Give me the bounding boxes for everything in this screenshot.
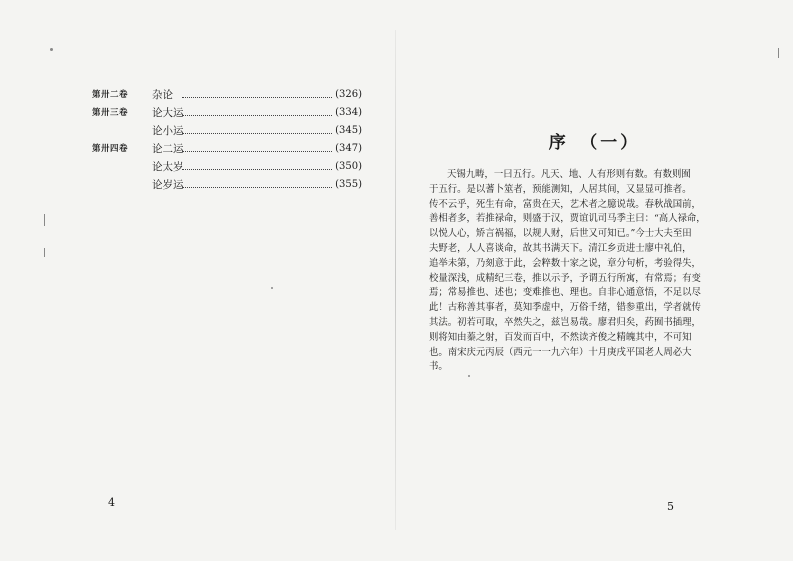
toc-volume: 第卅二卷	[92, 90, 129, 100]
preface-line: 校量深浅，成精纪三卷，推以示予，予谓五行所寓，有常焉；有变	[429, 272, 701, 284]
toc-page-number: (334)	[335, 107, 362, 118]
toc-page-number: (345)	[335, 125, 362, 136]
toc-entry[interactable]	[92, 176, 362, 194]
preface-line: 其法。初若可取，卒然失之，兹岂易哉。廖君归矣，药囿书插理，	[429, 316, 701, 328]
toc-title: 论二运	[152, 143, 184, 155]
page-number-right: 5	[667, 500, 674, 513]
toc-entry[interactable]	[92, 122, 362, 140]
toc-leader-dots	[182, 115, 332, 116]
toc-title: 论小运	[152, 125, 184, 137]
toc-leader-dots	[182, 151, 332, 152]
toc-leader-dots	[182, 97, 332, 98]
preface-line: 以悦人心，矫言祸福，以规人财，后世又可知已。”今士大夫至田	[429, 228, 692, 240]
table-of-contents	[92, 86, 362, 194]
preface-line: 也。南宋庆元丙辰（西元一一九六年）十月庚戌平国老人周必大	[429, 346, 692, 358]
preface-line: 此！古称善其事者，莫知季虚中，万俗千绪，错参重出，学者就传	[429, 302, 701, 314]
toc-entry[interactable]	[92, 86, 362, 104]
preface-line: 善相者多，若推禄命，则盛于汉，贾谊讥司马季主曰：“高人禄命，	[429, 213, 706, 225]
toc-title: 杂论	[152, 89, 173, 101]
toc-entry[interactable]	[92, 140, 362, 158]
toc-volume: 第卅四卷	[92, 144, 129, 154]
preface-line: 夫野老，人人喜谈命，故其书满天下。清江乡贡进士廖中礼伯，	[429, 242, 692, 254]
toc-volume: 第卅三卷	[92, 108, 129, 118]
scan-speck	[271, 287, 273, 289]
toc-leader-dots	[182, 169, 332, 170]
scan-speck	[44, 214, 45, 226]
preface-title: 序 （一）	[548, 133, 641, 153]
preface-line: 传不云乎，死生有命，富贵在天，艺术者之臆说哉。春秋战国前，	[429, 198, 701, 210]
preface-line: 书。	[429, 361, 448, 373]
preface-line: 于五行。是以蓍卜筮者，预能测知，人居其间，又显显可推者。	[429, 183, 692, 195]
page-number-left: 4	[108, 496, 115, 509]
toc-entry[interactable]	[92, 104, 362, 122]
preface-body	[429, 168, 725, 375]
left-page	[0, 0, 396, 561]
scan-speck	[44, 248, 45, 257]
toc-page-number: (347)	[335, 143, 362, 154]
preface-line: 焉；常易推也、述也；变难推也、理也。自非心通意悟，不足以尽	[429, 287, 701, 299]
toc-page-number: (326)	[335, 89, 362, 100]
toc-leader-dots	[182, 133, 332, 134]
toc-leader-dots	[182, 187, 332, 188]
toc-title: 论岁运	[152, 179, 184, 191]
toc-title: 论太岁	[152, 161, 184, 173]
toc-entry[interactable]	[92, 158, 362, 176]
toc-page-number: (350)	[335, 161, 362, 172]
right-page	[396, 0, 793, 561]
preface-line: 则将知由蓁之射，百发而百中，不然读齐俊之精魄其中，不可知	[429, 331, 692, 343]
scan-speck	[50, 48, 53, 51]
scan-speck	[778, 48, 779, 58]
scan-speck	[468, 375, 470, 377]
preface-line: 追举未第，乃刻意于此，会粹数十家之说，章分句析，考验得失，	[429, 257, 701, 269]
toc-title: 论大运	[152, 107, 184, 119]
preface-line: 天锡九畴，一曰五行。凡天、地、人有形则有数。有数则囿	[447, 169, 691, 180]
toc-page-number: (355)	[335, 179, 362, 190]
